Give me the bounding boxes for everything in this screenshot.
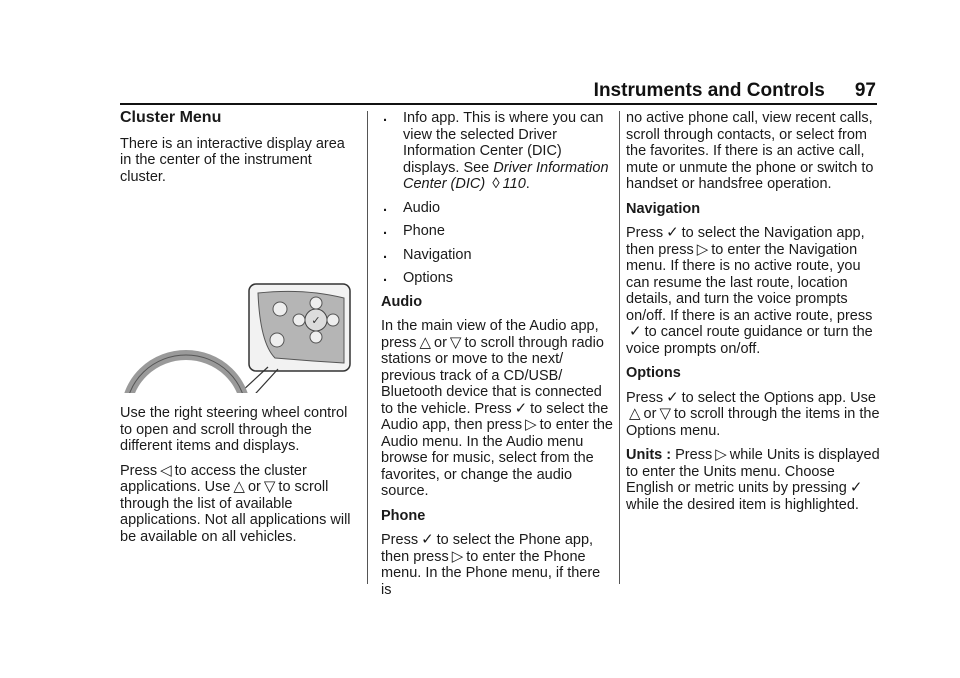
text-fragment: to select the Audio app, then press: [381, 400, 609, 433]
check-icon: ✓: [421, 531, 434, 548]
right-arrow-icon: ▷: [525, 416, 537, 433]
check-icon: ✓: [666, 224, 679, 241]
navigation-paragraph: [626, 225, 880, 357]
check-icon: ✓: [666, 388, 679, 406]
text-fragment: In the main view of the Audio app, press: [381, 318, 599, 351]
text-fragment: while the desired item is highlighted.: [626, 496, 859, 513]
column-divider-2: [619, 111, 620, 584]
phone-continued-paragraph: no active phone call, view recent calls, scroll through contacts, or select from the favorites. If there is an active call, mute or unmute the phone or switch to handset or handsfree operation.: [626, 110, 874, 192]
column-2: [381, 110, 613, 606]
text-fragment: to select the Phone app, then press: [381, 532, 594, 565]
bullet-audio: [381, 200, 613, 217]
text-fragment: or: [434, 334, 447, 351]
right-arrow-icon: ▷: [696, 240, 709, 258]
text-fragment: Options: [403, 270, 453, 286]
header-title: Instruments and Controls: [593, 80, 825, 101]
usage-paragraph: Use the right steering wheel control to open and scroll through the different items and displays.: [120, 405, 348, 454]
text-fragment: Press: [120, 462, 158, 479]
bullet-options: [381, 270, 613, 287]
text-fragment: or: [247, 479, 261, 495]
left-arrow-icon: ◁: [160, 461, 172, 479]
text-fragment: while Units is displayed to enter the Units menu. Choose English or metric units by pressing: [626, 447, 880, 496]
text-fragment: Phone: [403, 223, 445, 239]
page-header: [0, 80, 876, 102]
down-arrow-icon: ▽: [263, 478, 276, 495]
up-arrow-icon: △: [233, 478, 245, 495]
control-panel: [258, 291, 344, 363]
text-fragment: to access the cluster applications. Use: [120, 462, 307, 495]
text-fragment: Info app. This is where you can view the selected Driver Information Center (DIC) displays. See: [403, 110, 604, 176]
right-arrow-icon: ▷: [451, 547, 464, 565]
bullet-navigation: [381, 247, 613, 264]
units-paragraph: [626, 447, 880, 513]
text-fragment: to select the Options app. Use: [681, 389, 876, 406]
steering-wheel-rim: [126, 355, 246, 393]
text-fragment: to enter the Phone menu. In the Phone menu, if there is: [381, 548, 601, 598]
subheading-audio: Audio: [381, 293, 423, 310]
access-paragraph: [120, 463, 352, 546]
text-fragment: Press: [626, 225, 664, 241]
text-fragment: to cancel route guidance or turn the voice prompts on/off.: [626, 324, 873, 357]
bullet-dot: .: [383, 269, 388, 285]
subheading-phone: Phone: [381, 507, 426, 524]
check-icon: ✓: [514, 399, 528, 417]
text-fragment: to enter the Navigation menu. If there is no active route, you can resume the last route, location details, and turn the voice prompts on/off. If there is an active route, press: [626, 241, 873, 324]
cross-reference-link[interactable]: Driver Information Center (DIC): [403, 159, 609, 192]
dpad-left-icon: [293, 314, 305, 326]
text-fragment: to scroll through radio stations or move to the next/ previous track of a CD/USB/ Bluetooth device that is connected to the vehicle. Press: [381, 334, 604, 417]
bullet-info-app: . Info app. This is where you can view the selected Driver Information Center (DIC) displays. See Driver Information Center (DIC) ◊ 110.: [383, 109, 609, 192]
phone-paragraph: [381, 532, 613, 598]
text-fragment: Audio: [403, 199, 441, 216]
options-paragraph: [626, 390, 880, 440]
page-number: 97: [854, 80, 876, 101]
steering-wheel-figure: [120, 193, 352, 393]
cross-reference-page: 110: [502, 176, 526, 192]
text-fragment: Press: [381, 532, 419, 548]
up-arrow-icon: △: [419, 333, 432, 351]
check-icon: ✓: [311, 314, 321, 327]
inset-button-left-bottom: [270, 333, 284, 347]
text-fragment: to scroll through the items in the Options menu.: [626, 406, 880, 439]
column-3: [626, 110, 880, 521]
audio-paragraph: [381, 318, 613, 500]
up-arrow-icon: △: [629, 405, 641, 422]
dpad-up-icon: [310, 297, 322, 309]
check-icon: ✓: [849, 479, 863, 496]
column-divider-1: [367, 111, 368, 584]
text-fragment: to select the Navigation app, then press: [626, 225, 865, 258]
dpad-right-icon: [327, 314, 339, 326]
subheading-options: Options: [626, 365, 681, 381]
section-heading-cluster-menu: Cluster Menu: [120, 109, 222, 126]
text-fragment: to scroll through the list of available applications. Not all applications will be available on all vehicles.: [120, 479, 351, 545]
bullet-dot: .: [383, 198, 388, 215]
bullet-dot: .: [383, 109, 388, 125]
subheading-navigation: Navigation: [626, 200, 701, 217]
text-fragment: Navigation: [403, 246, 472, 263]
header-rule: [120, 103, 877, 105]
text-fragment: Press: [626, 389, 664, 406]
down-arrow-icon: ▽: [659, 405, 671, 422]
text-fragment: to enter the Audio menu. In the Audio menu browse for music, select from the favorites, or change the audio source.: [381, 417, 613, 499]
check-icon: ✓: [629, 323, 642, 340]
text-fragment: or: [643, 406, 657, 422]
bullet-dot: .: [383, 222, 388, 238]
bullet-phone: [381, 223, 613, 240]
text-fragment: Press: [675, 447, 713, 463]
right-arrow-icon: ▷: [715, 446, 727, 463]
column-1: [120, 110, 352, 553]
intro-paragraph: There is an interactive display area in the center of the instrument cluster.: [120, 135, 345, 185]
dpad-down-icon: [310, 331, 322, 343]
inset-button-left-top: [273, 302, 287, 316]
steering-wheel-illustration: [120, 193, 352, 393]
bullet-dot: .: [383, 245, 388, 262]
down-arrow-icon: ▽: [449, 333, 462, 351]
page-ref-icon: ◊: [492, 175, 500, 192]
units-label: Units :: [626, 447, 672, 463]
